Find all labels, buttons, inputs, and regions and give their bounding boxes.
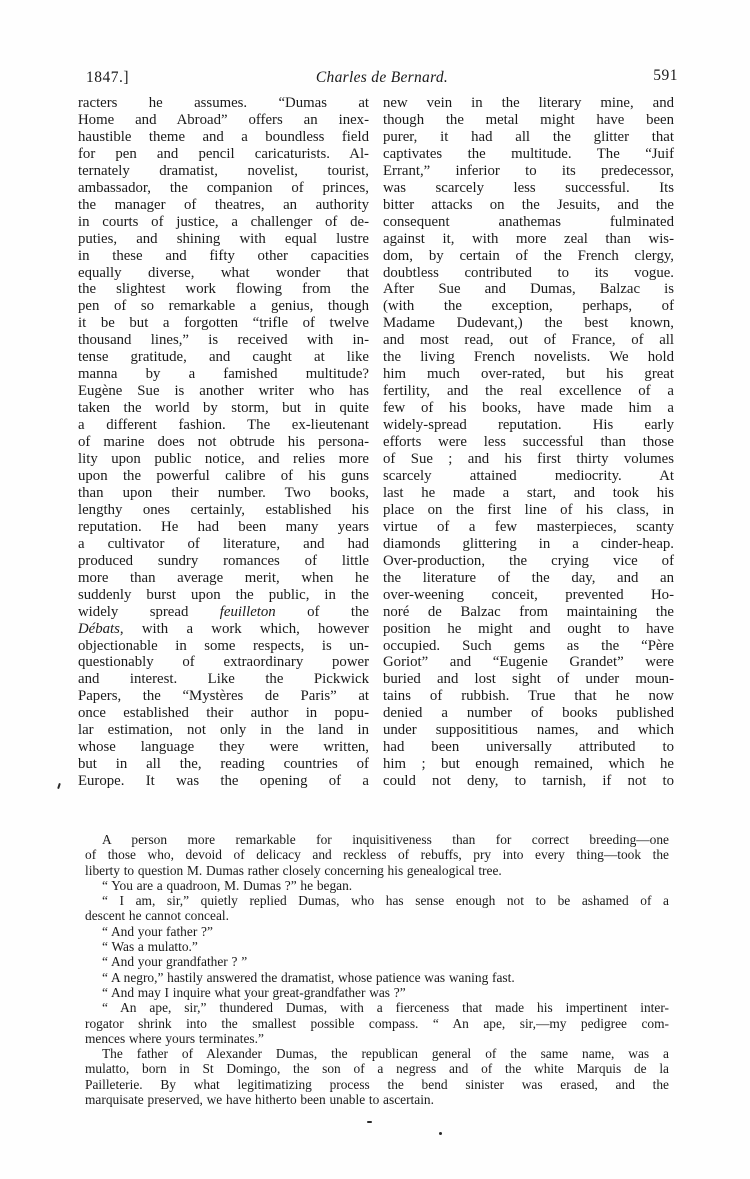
text-line: pen of so remarkable a genius, though (78, 298, 369, 315)
text-line: virtue of a few masterpieces, scanty (383, 518, 674, 535)
header-title: Charles de Bernard. (315, 69, 449, 86)
text-line: a different fashion. The ex-lieutenant (78, 417, 369, 434)
text-line: ambassador, the companion of princes, (78, 179, 369, 196)
scan-speckle (439, 1132, 442, 1135)
text-line: under supposititious names, and which (383, 722, 674, 739)
text-line: Débats, with a work which, however (78, 620, 369, 637)
text-line: “ And may I inquire what your great-grandfather was ?” (102, 984, 406, 1000)
header-year: 1847.] (86, 69, 130, 86)
text-line: tense gratitude, and caught at like (78, 349, 369, 366)
text-line: “ An ape, sir,” thundered Dumas, with a fierceness that made his impertinent inter- (102, 1000, 669, 1016)
text-line: Over-production, the crying vice of (383, 552, 674, 569)
text-line: reputation. He had been many years (78, 518, 369, 535)
text-line: puties, and shining with equal lustre (78, 230, 369, 247)
text-line: (with the exception, perhaps, of (383, 298, 674, 315)
text-line: Madame Dudevant,) the best known, (383, 315, 674, 332)
text-line: and interest. Like the Pickwick (78, 671, 369, 688)
text-line: new vein in the literary mine, and (383, 95, 674, 111)
text-line: could not deny, to tarnish, if not to (383, 773, 674, 790)
text-line: Pailleterie. By what legitimatizing process the bend sinister was erased, and the (85, 1076, 669, 1092)
text-line: whose language they were written, (78, 739, 369, 756)
text-line: denied a number of books published (383, 705, 674, 722)
text-line: place on the first line of his class, in (383, 501, 674, 518)
text-line: purer, it had all the glitter that (383, 128, 674, 145)
text-line: the literature of the day, and an (383, 569, 674, 586)
text-line: but in all the, reading countries of (78, 756, 369, 773)
right-column (383, 95, 674, 790)
text-line: few of his books, have made him a (383, 400, 674, 417)
text-line: liberty to question M. Dumas rather closely concerning his genealogical tree. (85, 862, 502, 878)
text-line: efforts were less successful than those (383, 434, 674, 451)
text-line: against it, with more zeal than wis- (383, 230, 674, 247)
text-line: mulatto, born in St Domingo, the son of a negress and of the white Marquis de la (85, 1061, 669, 1077)
text-line: in courts of justice, a challenger of de- (78, 213, 369, 230)
body-columns (78, 95, 674, 790)
text-line: for pen and pencil caricaturists. Al- (78, 145, 369, 162)
text-line: Eugène Sue is another writer who has (78, 383, 369, 400)
text-line: consequent anathemas fulminated (383, 213, 674, 230)
text-line: doubtless contributed to its vogue. (383, 264, 674, 281)
text-line: thousand lines,” is received with in- (78, 332, 369, 349)
text-line: suddenly burst upon the public, in the (78, 586, 369, 603)
text-line: diamonds glittering in a cinder-heap. (383, 535, 674, 552)
text-line: marquisate preserved, we have hitherto been unable to ascertain. (85, 1092, 434, 1108)
text-line: the living French novelists. We hold (383, 349, 674, 366)
text-line: “ A negro,” hastily answered the dramatist, whose patience was waning fast. (102, 969, 515, 985)
text-line: in these and fifty other capacities (78, 247, 369, 264)
text-line: a cultivator of literature, and had (78, 535, 369, 552)
text-line: “ And your grandfather ? ” (102, 954, 248, 970)
text-line: of marine does not obtrude his persona- (78, 434, 369, 451)
text-line: mences where yours terminates.” (85, 1030, 264, 1046)
text-line: tains of rubbish. True that he now (383, 688, 674, 705)
text-line: upon the powerful calibre of his guns (78, 467, 369, 484)
text-line: scarcely attained mediocrity. At (383, 467, 674, 484)
text-line: had been universally attributed to (383, 739, 674, 756)
text-line: Europe. It was the opening of a (78, 773, 369, 790)
text-line: “ Was a mulatto.” (102, 939, 198, 955)
text-line: him ; but enough remained, which he (383, 756, 674, 773)
text-line: The father of Alexander Dumas, the republican general of the same name, was a (102, 1046, 669, 1062)
text-line: Errant,” inferior to its predecessor, (383, 162, 674, 179)
text-line: descent he cannot conceal. (85, 908, 229, 924)
text-line: buried and lost sight of under moun- (383, 671, 674, 688)
text-line: once established their author in popu- (78, 705, 369, 722)
text-line: dom, by certain of the French clergy, (383, 247, 674, 264)
scan-speckle (367, 1121, 372, 1123)
text-line: lengthy ones certainly, established his (78, 501, 369, 518)
text-line: ternately dramatist, novelist, tourist, (78, 162, 369, 179)
running-head (86, 69, 678, 89)
text-line: rogator shrink into the smallest possible compass. “ An ape, sir,—my pedigree com- (85, 1015, 669, 1031)
text-line: last he made a start, and took his (383, 484, 674, 501)
text-line: was scarcely less successful. Its (383, 179, 674, 196)
text-line: Home and Abroad” offers an inex- (78, 111, 369, 128)
text-line: noré de Balzac from maintaining the (383, 603, 674, 620)
text-line: widely-spread reputation. His early (383, 417, 674, 434)
text-line: Papers, the “Mystères de Paris” at (78, 688, 369, 705)
text-line: of Sue ; and his first thirty volumes (383, 451, 674, 468)
text-line: bitter attacks on the Jesuits, and the (383, 196, 674, 213)
text-line: of those who, devoid of delicacy and reckless of rebuffs, pry into every thing—took the (85, 847, 669, 863)
text-line: questionably of extraordinary power (78, 654, 369, 671)
text-line: though the metal might have been (383, 111, 674, 128)
text-line: and most read, out of France, of all (383, 332, 674, 349)
text-line: haustible theme and a boundless field (78, 128, 369, 145)
text-line: the slightest work flowing from the (78, 281, 369, 298)
text-line: position he might and ought to have (383, 620, 674, 637)
text-line: over-weening conceit, prevented Ho- (383, 586, 674, 603)
text-line: “ I am, sir,” quietly replied Dumas, who has sense enough not to be ashamed of a (102, 893, 669, 909)
text-line: fertility, and the real excellence of a (383, 383, 674, 400)
text-line: more than average merit, when he (78, 569, 369, 586)
text-line: lity upon public notice, and relies more (78, 451, 369, 468)
footnote-block (85, 832, 669, 1107)
text-line: racters he assumes. “Dumas at (78, 95, 369, 111)
text-line: equally diverse, what wonder that (78, 264, 369, 281)
header-page-number: 591 (653, 67, 678, 84)
scan-speckle (57, 783, 61, 789)
text-line: the manager of theatres, an authority (78, 196, 369, 213)
left-column (78, 95, 369, 790)
text-line: “ And your father ?” (102, 923, 213, 939)
text-line: “ You are a quadroon, M. Dumas ?” he began. (102, 877, 353, 893)
text-line: him much over-rated, but his great (383, 366, 674, 383)
text-line: widely spread feuilleton of the (78, 603, 369, 620)
text-line: objectionable in some respects, is un- (78, 637, 369, 654)
text-line: A person more remarkable for inquisitiveness than for correct breeding—one (102, 832, 669, 847)
text-line: captivates the multitude. The “Juif (383, 145, 674, 162)
text-line: produced sundry romances of little (78, 552, 369, 569)
text-line: it be but a forgotten “trifle of twelve (78, 315, 369, 332)
text-line: After Sue and Dumas, Balzac is (383, 281, 674, 298)
text-line: Goriot” and “Eugenie Grandet” were (383, 654, 674, 671)
text-line: manna by a famished multitude? (78, 366, 369, 383)
text-line: than upon their number. Two books, (78, 484, 369, 501)
text-line: occupied. Such gems as the “Père (383, 637, 674, 654)
text-line: lar estimation, not only in the land in (78, 722, 369, 739)
text-line: taken the world by storm, but in quite (78, 400, 369, 417)
